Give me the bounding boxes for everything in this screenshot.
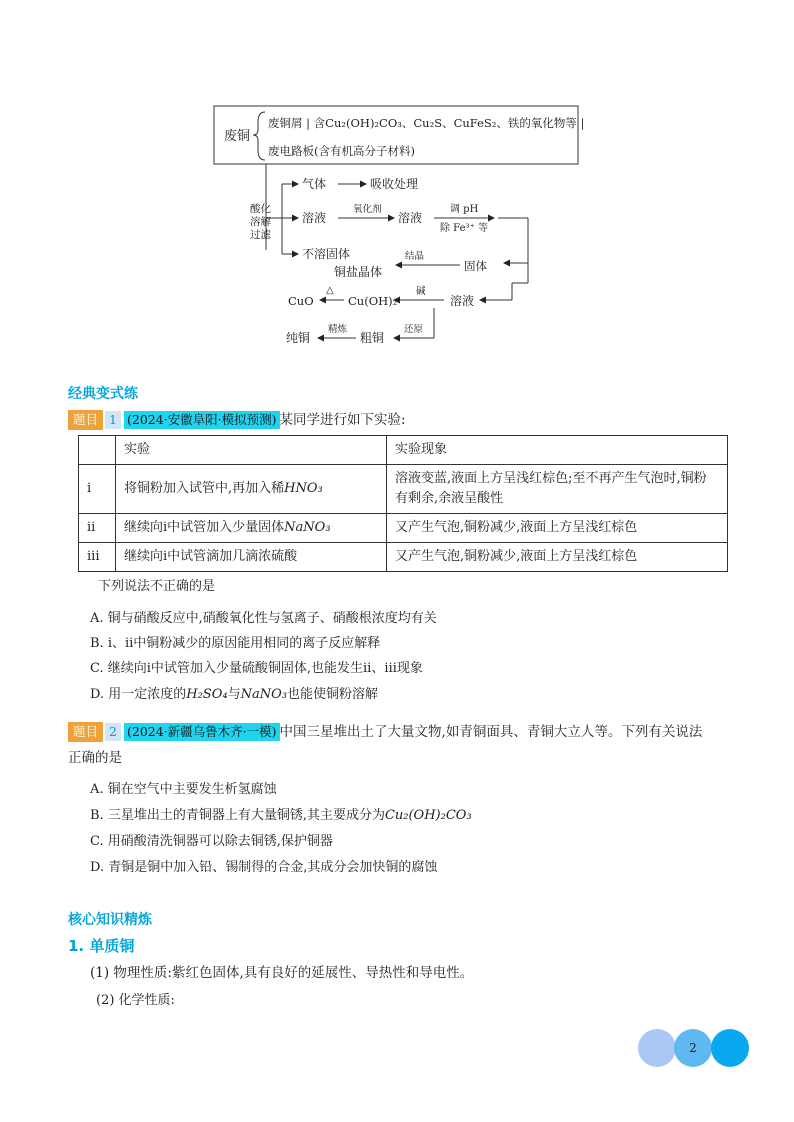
question-stem: 中国三星堆出土了大量文物,如青铜面具、青铜大立人等。下列有关说法 (279, 724, 703, 740)
physical-properties: (1) 物理性质:紫红色固体,具有良好的延展性、导热性和导电性。 (90, 965, 474, 981)
solution-1: 溶液 (302, 211, 327, 225)
option-c: C. 继续向ⅰ中试管加入少量硫酸铜固体,也能发生ⅱ、ⅲ现象 (90, 661, 423, 676)
solid-label: 固体 (464, 259, 487, 273)
option-b: B. 三星堆出土的青铜器上有大量铜锈,其主要成分为Cu₂(OH)₂CO₃ (90, 808, 472, 823)
question-prompt: 下列说法不正确的是 (98, 579, 216, 594)
table-header-cell: 实验现象 (387, 436, 728, 465)
table-header-row (79, 436, 728, 465)
alkali-label: 碱 (416, 286, 426, 297)
section-title-knowledge: 核心知识精炼 (68, 912, 152, 928)
table-row (79, 465, 728, 514)
copper-salt-crystal: 铜盐晶体 (334, 265, 383, 279)
decor-circle-right (711, 1029, 749, 1067)
step-filter: 过滤 (250, 229, 271, 241)
step-acid: 酸化 (250, 203, 271, 215)
cuo-label: CuO (288, 294, 314, 308)
question-stem-cont: 正确的是 (68, 750, 122, 766)
question-1-header (68, 410, 406, 430)
remove-fe-label: 除 Fe³⁺ 等 (440, 223, 488, 234)
solution-3: 溶液 (450, 294, 475, 308)
feed-start: 废铜 (224, 129, 251, 144)
table-header-cell: 实验 (116, 436, 387, 465)
pure-copper: 纯铜 (286, 331, 311, 345)
heading-copper: 1. 单质铜 (68, 937, 135, 955)
feed-scrap: 废铜屑 | 含Cu₂(OH)₂CO₃、Cu₂S、CuFeS₂、铁的氧化物等 | (268, 116, 585, 130)
row-experiment: 继续向ⅰ中试管滴加几滴浓硫酸 (116, 543, 387, 572)
row-observation: 又产生气泡,铜粉减少,液面上方呈浅红棕色 (387, 514, 728, 543)
process-flowchart (210, 100, 590, 355)
row-experiment: 将铜粉加入试管中,再加入稀HNO₃ (116, 465, 387, 514)
option-c: C. 用硝酸清洗铜器可以除去铜锈,保护铜器 (90, 834, 333, 849)
question-source: (2024·安徽阜阳·模拟预测) (124, 411, 280, 429)
gas-label: 气体 (302, 177, 327, 191)
crude-copper: 粗铜 (360, 331, 385, 345)
table-row (79, 514, 728, 543)
row-id: i (79, 465, 116, 514)
gas-treatment: 吸收处理 (370, 177, 419, 191)
question-stem: 某同学进行如下实验: (279, 412, 406, 428)
insoluble-solid: 不溶固体 (302, 247, 351, 261)
row-experiment: 继续向ⅰ中试管加入少量固体NaNO₃ (116, 514, 387, 543)
ph-adjust-label: 调 pH (450, 204, 479, 215)
copper-hydroxide: Cu(OH)₂ (348, 294, 398, 308)
refine-label: 精炼 (328, 324, 348, 335)
option-d: D. 青铜是铜中加入铅、锡制得的合金,其成分会加快铜的腐蚀 (90, 860, 438, 875)
question-source: (2024·新疆乌鲁木齐·一模) (124, 723, 280, 741)
row-observation: 溶液变蓝,液面上方呈浅红棕色;至不再产生气泡时,铜粉有剩余,余液呈酸性 (387, 465, 728, 514)
table-header-cell (79, 436, 116, 465)
page-number: 2 (674, 1029, 712, 1067)
heat-symbol: △ (326, 285, 334, 296)
question-number: 1 (105, 411, 121, 429)
decor-circle-left (638, 1029, 676, 1067)
solution-2: 溶液 (398, 211, 423, 225)
oxidant-label: 氧化剂 (353, 204, 382, 215)
row-id: ii (79, 514, 116, 543)
row-observation: 又产生气泡,铜粉减少,液面上方呈浅红棕色 (387, 543, 728, 572)
step-dissolve: 溶解 (250, 216, 271, 228)
question-tag: 题目 (68, 722, 103, 742)
crystallize-label: 结晶 (405, 251, 425, 262)
section-title-practice: 经典变式练 (68, 386, 138, 402)
question-tag: 题目 (68, 410, 103, 430)
row-id: iii (79, 543, 116, 572)
question-number: 2 (105, 723, 121, 741)
option-b: B. ⅰ、ⅱ中铜粉减少的原因能用相同的离子反应解释 (90, 636, 381, 651)
option-a: A. 铜在空气中主要发生析氢腐蚀 (90, 782, 277, 797)
option-d: D. 用一定浓度的H₂SO₄与NaNO₃也能使铜粉溶解 (90, 687, 378, 702)
experiment-table (78, 435, 728, 572)
feed-circuit: 废电路板(含有机高分子材料) (268, 144, 415, 158)
chemical-properties: (2) 化学性质: (96, 993, 175, 1008)
question-2-header (68, 722, 702, 742)
reduce-label: 还原 (404, 324, 424, 335)
option-a: A. 铜与硝酸反应中,硝酸氧化性与氢离子、硝酸根浓度均有关 (90, 611, 437, 626)
table-row (79, 543, 728, 572)
